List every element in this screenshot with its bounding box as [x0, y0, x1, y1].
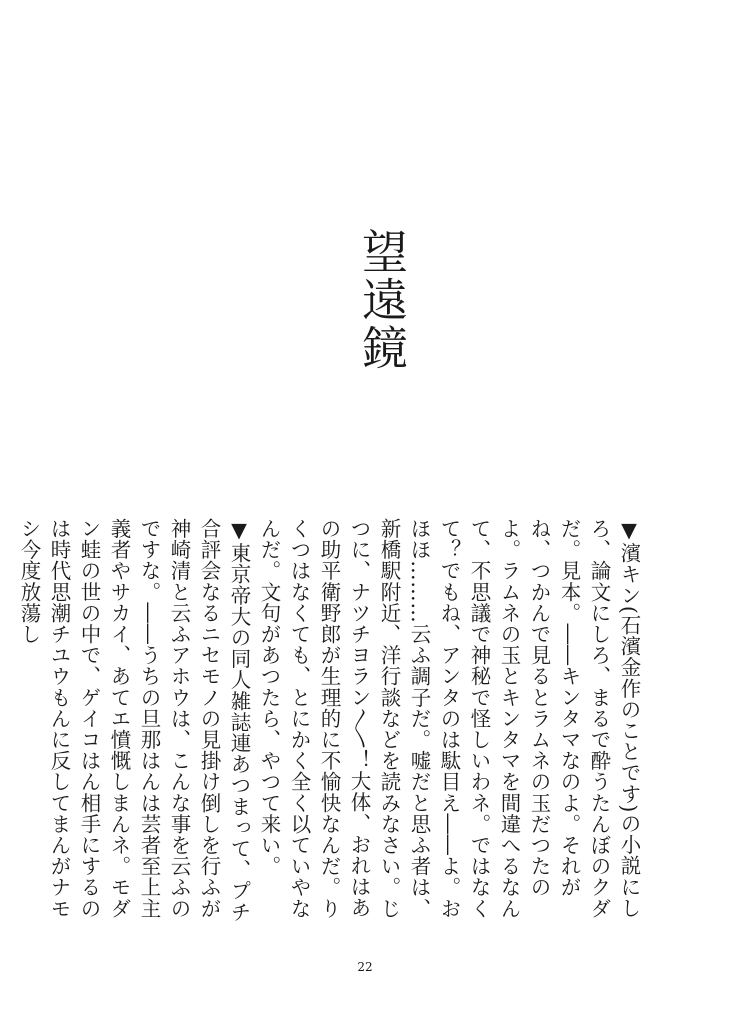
- page-number: 22: [357, 960, 373, 974]
- page-title: 望遠鏡: [355, 228, 409, 372]
- body-text: [17, 518, 644, 928]
- paragraph-2: ▼東京帝大の同人雑誌連あつまって、プチ合評会なるニセモノの見掛け倒しを行ふが神崎清と云ふアホウは、こんな事を云ふのですな。――うちの旦那はんは芸者至上主義者やサカイ、あてエ憤慨しまんネ。モダン蛙の世の中で、ゲイコはん相手にするのは時代思潮チユウもんに反してまんがナモシ今度放蕩し: [17, 518, 251, 923]
- paragraph-1: ▼濱キン(石濱金作のことです)の小説にしろ、論文にしろ、まるで酔うたんぼのクダだ。見本。――キンタマなのよ。それがね、つかんで見るとラムネの玉だつたのよ。ラムネの玉とキンタマを間違へるなんて、不思議で神秘で怪しいわネ。ではなくて？でもね、アンタのは駄目え――よ。おほほ………云ふ調子だ。嘘だと思ふ者は、新橋駅附近、洋行談などを読みなさい。じつに、ナツチヨラン〳〵！大体、おれはあの助平衛野郎が生理的に不愉快なんだ。りくつはなくても、とにかく全く以ていやなんだ。文句があつたら、やつて来い。: [257, 518, 641, 919]
